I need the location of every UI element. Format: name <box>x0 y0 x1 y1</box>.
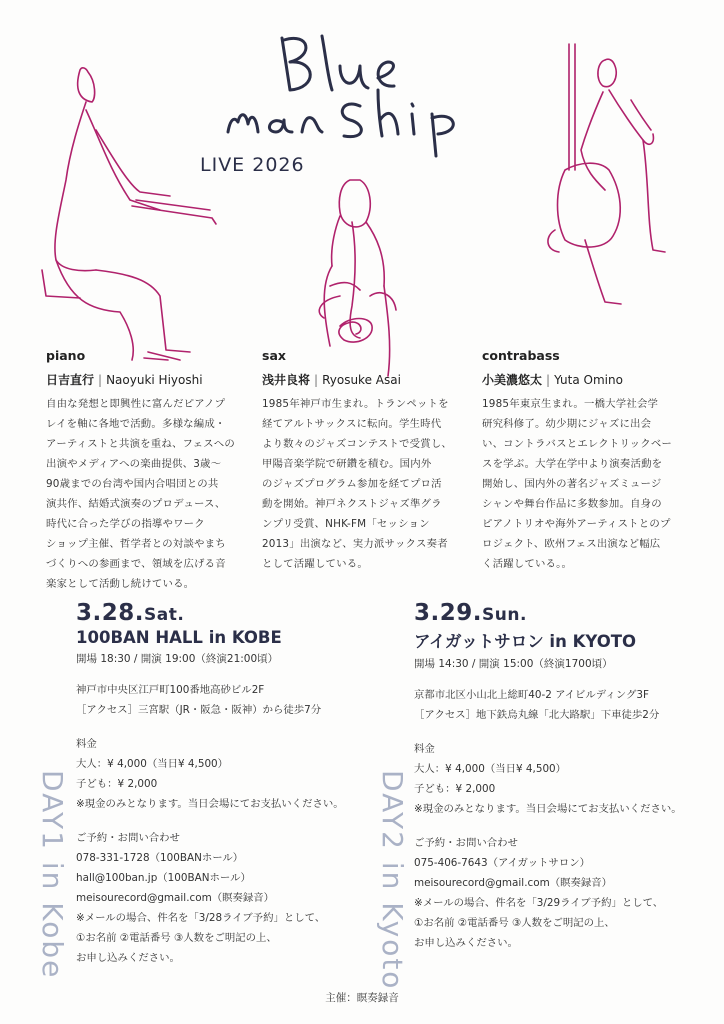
bio-line: 経てアルトサックスに転向。学生時代 <box>262 418 442 430</box>
name-en: Yuta Omino <box>554 373 623 387</box>
name-jp: 小美濃悠太 <box>482 373 543 387</box>
contact-line: ※メールの場合、件名を「3/29ライブ予約」として、 <box>414 897 664 909</box>
bio-line: アーティストと共演を重ね、フェスへの <box>46 438 235 450</box>
price-child: 子ども：¥ 2,000 <box>76 778 158 790</box>
venue-name: アイガットサロン in KYOTO <box>414 632 637 651</box>
bio-line: より数々のジャズコンテストで受賞し、 <box>262 438 453 450</box>
organizer-credit: 主催：瞑奏録音 <box>325 992 399 1004</box>
bio-line: 開始し、国内外の著名ジャズミュージ <box>482 478 662 490</box>
pianist-illustration <box>40 60 230 370</box>
contact-line: ①お名前 ②電話番号 ③人数をご明記の上、 <box>76 932 277 944</box>
contact-line: ※メールの場合、件名を「3/28ライブ予約」として、 <box>76 912 326 924</box>
musician-sax <box>262 348 462 574</box>
bio-line: のジャズプログラム参加を経てプロ活 <box>262 478 442 490</box>
contact-line: お申し込みください。 <box>414 937 518 949</box>
contact-line: 075-406-7643（アイガットサロン） <box>414 857 591 869</box>
instrument-label: sax <box>262 348 286 363</box>
musician-name: 小美濃悠太 | Yuta Omino <box>482 373 623 387</box>
day-of-week: Sat. <box>144 605 185 625</box>
bio-line: く活躍している。。 <box>482 558 573 570</box>
bio-line: 1985年東京生まれ。一橋大学社会学 <box>482 398 659 410</box>
contact-line: ①お名前 ②電話番号 ③人数をご明記の上、 <box>414 917 615 929</box>
venue-name: 100BAN HALL in KOBE <box>76 628 282 647</box>
contact-line: hall@100ban.jp（100BANホール） <box>76 872 251 884</box>
name-jp: 日吉直行 <box>46 373 95 387</box>
bio-line: 楽家として活動し続けている。 <box>46 578 195 590</box>
bio-line: 自由な発想と即興性に富んだピアノプ <box>46 398 226 410</box>
access: ［アクセス］地下鉄烏丸線「北大路駅」下車徒歩2分 <box>414 709 660 721</box>
musician-name: 浅井良将 | Ryosuke Asai <box>262 373 401 387</box>
musician-contrabass <box>482 348 682 574</box>
event-day1 <box>76 600 366 968</box>
contact-line: 078-331-1728（100BANホール） <box>76 852 244 864</box>
bio-line: 90歳までの台湾や国内合唱団との共 <box>46 478 219 490</box>
band-logo <box>210 28 510 158</box>
bio-line: ンプリ受賞、NHK-FM「セッション <box>262 518 430 530</box>
event-times: 開場 18:30 / 開演 19:00（終演21:00頃） <box>76 653 279 665</box>
date-value: 3.28. <box>76 600 144 626</box>
contact-heading: ご予約・お問い合わせ <box>76 832 180 844</box>
bio-line: 2013」出演など、実力派サックス奏者 <box>262 538 448 550</box>
bio-line: ショップ主催、哲学者との対談やまち <box>46 538 226 550</box>
bassist-illustration <box>525 40 670 310</box>
contact-line: お申し込みください。 <box>76 952 180 964</box>
bio-line: 出演やメディアへの楽曲提供、3歳〜 <box>46 458 222 470</box>
event-times: 開場 14:30 / 開演 15:00（終演1700頃） <box>414 658 613 670</box>
contact-line: meisourecord@gmail.com（瞑奏録音） <box>76 892 275 904</box>
name-en: Naoyuki Hiyoshi <box>106 373 203 387</box>
price-adult: 大人：¥ 4,000（当日¥ 4,500） <box>414 763 567 775</box>
bio-line: 時代に合った学びの指導やワーク <box>46 518 205 530</box>
name-en: Ryosuke Asai <box>322 373 401 387</box>
event-date <box>414 600 714 626</box>
price-note: ※現金のみとなります。当日会場にてお支払いください。 <box>414 803 682 815</box>
address: 神戸市中央区江戸町100番地高砂ビル2F <box>76 684 265 696</box>
bio-line: づくりへの参画まで、領域を広げる音 <box>46 558 226 570</box>
day-of-week: Sun. <box>482 605 527 625</box>
price-heading: 料金 <box>76 738 97 750</box>
bio-line: 演共作、結婚式演奏のプロデュース、 <box>46 498 226 510</box>
musician-name: 日吉直行 | Naoyuki Hiyoshi <box>46 373 203 387</box>
day1-vertical-label: DAY1 in Kobe <box>36 770 69 980</box>
price-note: ※現金のみとなります。当日会場にてお支払いください。 <box>76 798 344 810</box>
musician-bio <box>262 394 462 574</box>
bio-line: ロジェクト、欧州フェス出演など幅広 <box>482 538 661 550</box>
contact-line: meisourecord@gmail.com（瞑奏録音） <box>414 877 613 889</box>
day2-vertical-label: DAY2 in Kyoto <box>376 770 409 991</box>
musician-bio <box>482 394 682 574</box>
musician-bio <box>46 394 246 594</box>
event-day2 <box>414 600 714 953</box>
event-date <box>76 600 366 626</box>
bio-line: 1985年神戸市生まれ。トランペットを <box>262 398 449 410</box>
address: 京都市北区小山北上総町40-2 アイビルディング3F <box>414 689 649 701</box>
bio-line: として活躍している。 <box>262 558 368 570</box>
bio-line: ピアノトリオや海外アーティストとのプ <box>482 518 671 530</box>
bio-line: 甲陽音楽学院で研鑽を積む。国内外 <box>262 458 432 470</box>
bio-line: レイを軸に各地で活動。多様な編成・ <box>46 418 226 430</box>
instrument-label: contrabass <box>482 348 560 363</box>
price-child: 子ども：¥ 2,000 <box>414 783 496 795</box>
access: ［アクセス］三宮駅（JR・阪急・阪神）から徒歩7分 <box>76 704 322 716</box>
price-heading: 料金 <box>414 743 435 755</box>
live-year-subtitle: LIVE 2026 <box>200 154 305 176</box>
instrument-label: piano <box>46 348 86 363</box>
price-adult: 大人：¥ 4,000（当日¥ 4,500） <box>76 758 229 770</box>
name-jp: 浅井良将 <box>262 373 311 387</box>
musician-piano <box>46 348 246 594</box>
bio-line: い、コントラバスとエレクトリックベー <box>482 438 673 450</box>
bio-line: スを学ぶ。大学在学中より演奏活動を <box>482 458 663 470</box>
bio-line: 研究科修了。幼少期にジャズに出会 <box>482 418 652 430</box>
date-value: 3.29. <box>414 600 482 626</box>
bio-line: シャンや舞台作品に多数参加。自身の <box>482 498 662 510</box>
contact-heading: ご予約・お問い合わせ <box>414 837 518 849</box>
bio-line: 動を開始。神戸ネクストジャズ準グラ <box>262 498 442 510</box>
